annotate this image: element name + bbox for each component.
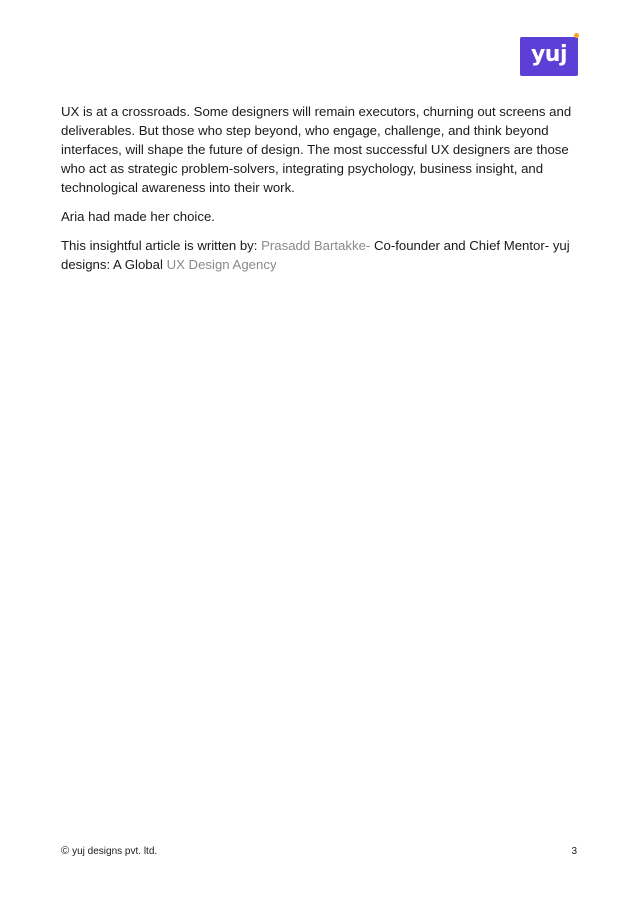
author-credit <box>61 236 581 274</box>
logo-dot <box>574 33 579 38</box>
footer-copyright <box>61 845 157 857</box>
credit-middle: Co-founder and Chief Mentor- yuj designs: A Global <box>61 238 570 272</box>
credit-prefix: This insightful article is written by: <box>61 238 262 253</box>
logo-text: yuj <box>530 42 568 67</box>
page-number: 3 <box>571 845 577 857</box>
paragraph-crossroads: UX is at a crossroads. Some designers will remain executors, churning out screens and deliverables. But those who step beyond, who engage, challenge, and think beyond interfaces, will shape the future of design. The most successful UX designers are those who act as strategic problem-solvers, integrating psychology, business insight, and technological awareness into their work. <box>61 104 572 195</box>
agency-link[interactable]: UX Design Agency <box>166 257 277 272</box>
paragraph-choice: Aria had made her choice. <box>61 209 215 224</box>
yuj-logo <box>520 37 578 76</box>
author-link[interactable]: Prasadd Bartakke- <box>261 238 371 253</box>
article-body <box>61 102 581 284</box>
copyright-icon: © <box>61 845 70 857</box>
company-name: yuj designs pvt. ltd. <box>72 845 158 857</box>
page-footer <box>61 845 577 857</box>
